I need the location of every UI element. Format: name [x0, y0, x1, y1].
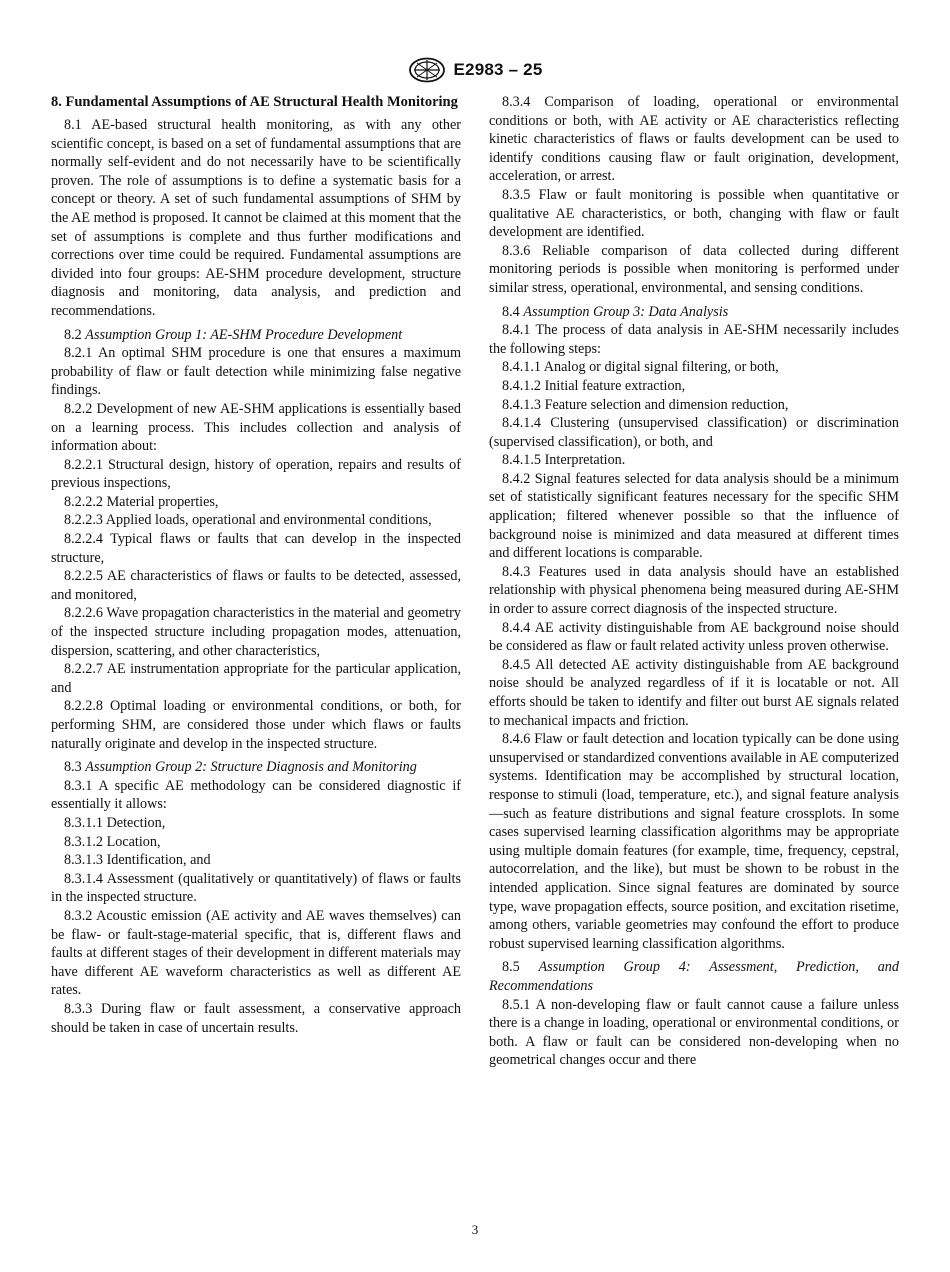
- paragraph-8-4-1: 8.4.1 The process of data analysis in AE-SHM necessarily includes the following steps:: [489, 322, 899, 357]
- subsection-title: Assumption Group 3: Data Analysis: [523, 303, 729, 320]
- subsection-title: Assumption Group 1: AE-SHM Procedure Development: [85, 326, 403, 343]
- left-column: [51, 93, 461, 1037]
- document-designation: E2983 – 25: [453, 60, 543, 79]
- subsection-number: 8.2: [64, 326, 82, 343]
- page-header: [0, 56, 950, 84]
- subsection-number: 8.3: [64, 759, 82, 776]
- subsection-heading-8-3: [51, 758, 461, 777]
- subsection-title: Assumption Group 4: Assessment, Prediction, and Recommendations: [489, 959, 899, 994]
- paragraph-8-2-2-5: 8.2.2.5 AE characteristics of flaws or faults to be detected, assessed, and monitored,: [51, 568, 461, 603]
- subsection-heading-8-4: [489, 303, 899, 322]
- paragraph-8-2-2-4: 8.2.2.4 Typical flaws or faults that can develop in the inspected structure,: [51, 531, 461, 566]
- paragraph-8-4-1-1: 8.4.1.1 Analog or digital signal filtering, or both,: [502, 359, 779, 376]
- paragraph-8-5-1: 8.5.1 A non-developing flaw or fault cannot cause a failure unless there is a change in loading, operational or environmental conditions, or both. A flaw or fault can be considered non-developing when no geometrical changes occur and there: [489, 996, 899, 1069]
- subsection-number: 8.5: [502, 959, 520, 976]
- section-heading: 8. Fundamental Assumptions of AE Structural Health Monitoring: [51, 94, 458, 110]
- paragraph-8-3-5: 8.3.5 Flaw or fault monitoring is possible when quantitative or qualitative AE characteristics, or both, changing with flaw or fault development are identified.: [489, 186, 899, 241]
- paragraph-8-4-2: 8.4.2 Signal features selected for data analysis should be a minimum set of statistically significant features necessary for the specific SHM application; filtered whenever possible so that the influence of background noise is minimized and data measured at different times and different locations is comparable.: [489, 470, 899, 562]
- paragraph-8-3-1-4: 8.3.1.4 Assessment (qualitatively or quantitatively) of flaws or faults in the inspected structure.: [51, 870, 461, 906]
- page-number: 3: [471, 1222, 479, 1237]
- paragraph-8-4-1-5: 8.4.1.5 Interpretation.: [502, 452, 626, 469]
- paragraph-8-2-2-7: 8.2.2.7 AE instrumentation appropriate for the particular application, and: [51, 661, 461, 696]
- paragraph-8-2-1: 8.2.1 An optimal SHM procedure is one that ensures a maximum probability of flaw or fault detection while minimizing false negative findings.: [51, 345, 461, 399]
- paragraph-8-3-4: 8.3.4 Comparison of loading, operational or environmental conditions or both, with AE activity or AE characteristics reflecting kinetic characteristics of flaws or faults development can be used to identify conditions causing flaw or fault origination, development, acceleration, or arrest.: [489, 94, 899, 185]
- paragraph-8-2-2-2: 8.2.2.2 Material properties,: [64, 493, 219, 510]
- paragraph-8-3-3: 8.3.3 During flaw or fault assessment, a conservative approach should be taken in case of uncertain results.: [51, 1000, 461, 1036]
- paragraph-8-4-3: 8.4.3 Features used in data analysis should have an established relationship with physical phenomena being measured during AE-SHM in order to assure correct diagnosis of the inspected structure.: [489, 563, 899, 618]
- astm-logo-icon: [408, 57, 446, 83]
- paragraph-8-3-6: 8.3.6 Reliable comparison of data collected during different monitoring periods is possible when monitoring is performed under similar stress, operational, environmental, and sensing conditions.: [489, 242, 899, 296]
- paragraph-8-3-1-1: 8.3.1.1 Detection,: [64, 814, 166, 831]
- subsection-heading-8-2: [51, 326, 461, 345]
- paragraph-8-4-1-4: 8.4.1.4 Clustering (unsupervised classification) or discrimination (supervised classification), or both, and: [489, 415, 899, 450]
- paragraph-8-2-2-3: 8.2.2.3 Applied loads, operational and environmental conditions,: [64, 512, 432, 529]
- paragraph-8-4-6: 8.4.6 Flaw or fault detection and location typically can be done using unsupervised or standardized conventions available in AE computerized systems. Identification may be accomplished by structural location, response to stimuli (load, temperature, etc.), and signal feature analysis—such as feature distributions and signal feature crossplots. In some cases supervised learning classification algorithms may be appropriate using multiple domain features (for example, time, frequency, cepstral, autocorrelation, and the like), but must be shown to be robust in the intended application. Since signal features are dominated by source type, wave propagation effects, source position, and excitation risetime, among others, variable geometries may confound the effort to produce robust supervised learning classification algorithms.: [489, 731, 899, 952]
- paragraph-8-4-1-3: 8.4.1.3 Feature selection and dimension reduction,: [502, 396, 789, 413]
- paragraph-8-4-5: 8.4.5 All detected AE activity distinguishable from AE background noise should be analyzed regardless of if it is locatable or not. All efforts should be taken to identify and filter out burst AE signals related to mechanical impacts and friction.: [489, 656, 899, 729]
- paragraph-8-4-1-2: 8.4.1.2 Initial feature extraction,: [502, 377, 686, 394]
- paragraph-8-2-2-1: 8.2.2.1 Structural design, history of operation, repairs and results of previous inspections,: [51, 456, 461, 492]
- paragraph-8-4-4: 8.4.4 AE activity distinguishable from AE background noise should be considered as flaw or fault related activity unless proven otherwise.: [489, 619, 899, 655]
- right-column: [489, 93, 899, 1070]
- paragraph-8-3-1: 8.3.1 A specific AE methodology can be considered diagnostic if essentially it allows:: [51, 777, 461, 813]
- paragraph-8-2-2-8: 8.2.2.8 Optimal loading or environmental conditions, or both, for performing SHM, are considered those under which flaws or faults naturally originate and develop in the inspected structure.: [51, 698, 461, 752]
- paragraph-8-2-2-6: 8.2.2.6 Wave propagation characteristics in the material and geometry of the inspected structure including propagation modes, attenuation, dispersion, scattering, and other characteristics,: [51, 605, 461, 659]
- subsection-number: 8.4: [502, 303, 520, 320]
- paragraph-8-1: 8.1 AE-based structural health monitoring, as with any other scientific concept, is based on a set of fundamental assumptions that are normally self-evident and do not necessarily have to be scientifically proven. The role of assumptions is to define a systematic basis for a concept or theory. A set of such fundamental assumptions of SHM by the AE method is proposed. It cannot be claimed at this moment that the set of assumptions is complete and thus further modifications and corrections over time could be required. Fundamental assumptions are divided into four groups: AE-SHM procedure development, structure diagnosis and monitoring, data analysis, and prediction and recommendations.: [51, 117, 461, 319]
- paragraph-8-2-2: 8.2.2 Development of new AE-SHM applications is essentially based on a learning process. This includes collection and analysis of information about:: [51, 400, 461, 455]
- paragraph-8-3-1-3: 8.3.1.3 Identification, and: [64, 852, 211, 869]
- paragraph-8-3-2: 8.3.2 Acoustic emission (AE activity and AE waves themselves) can be flaw- or fault-stage-material specific, that is, different flaws and faults at different stages of their development in different materials may have different AE waveform characteristics as well as different AE rates.: [51, 907, 461, 999]
- paragraph-8-3-1-2: 8.3.1.2 Location,: [64, 833, 161, 850]
- subsection-title: Assumption Group 2: Structure Diagnosis and Monitoring: [85, 759, 417, 776]
- subsection-heading-8-5: [489, 958, 899, 995]
